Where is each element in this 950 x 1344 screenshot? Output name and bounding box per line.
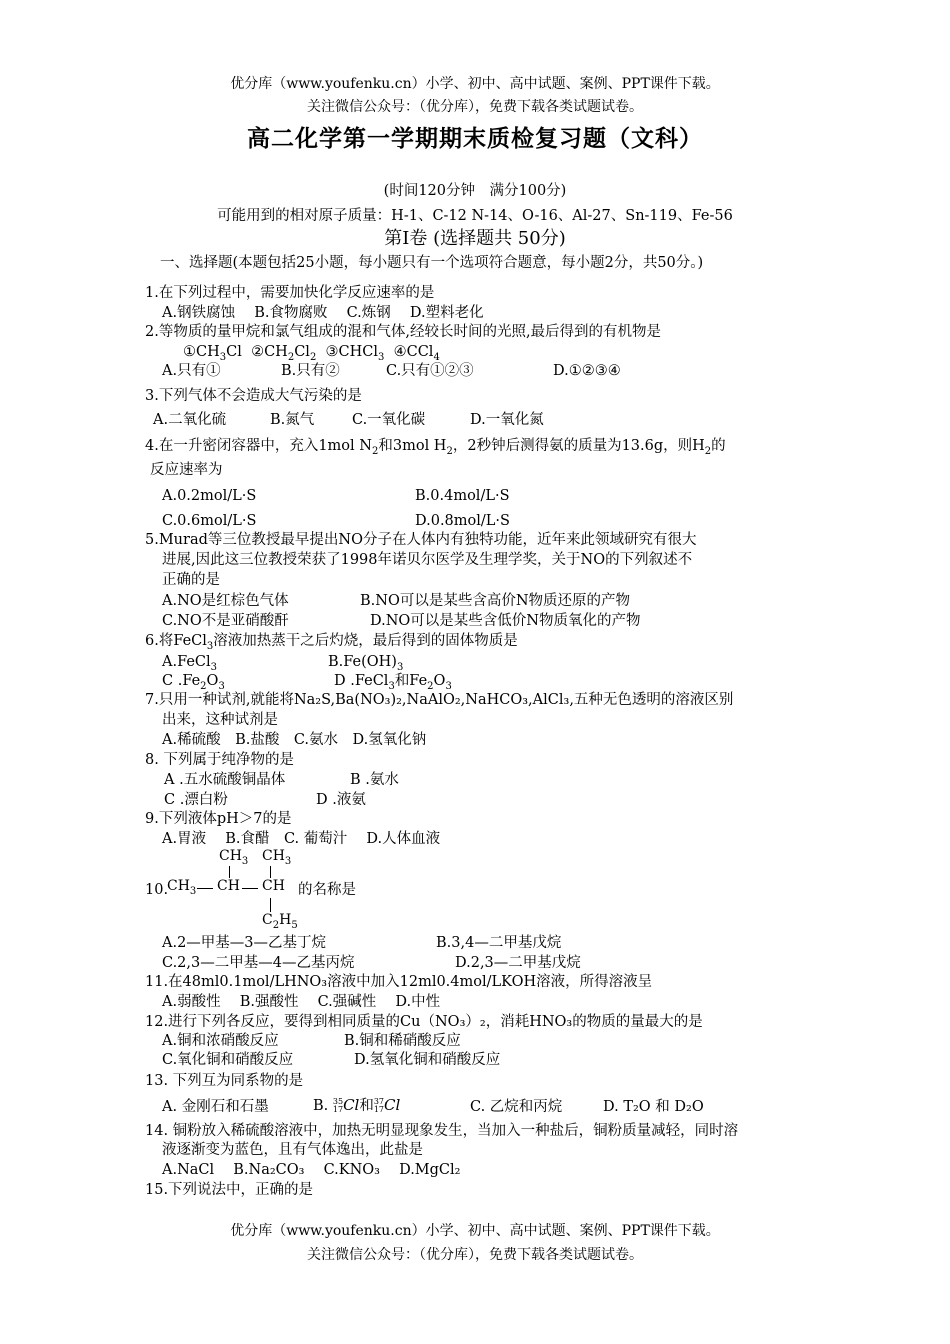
bond-horizontal [197,888,213,889]
q3-option-c: C.一氧化碳 [352,412,426,428]
q10-stem-tail: 的名称是 [298,882,356,898]
q6-stem: 6.将FeCl$_3$溶液加热蒸干之后灼烧，最后得到的固体物质是 [145,633,518,652]
ch-group: CH [262,878,285,894]
q6-option-b: $B.Fe(OH)_3$ [328,654,404,673]
q2-stem: 2.等物质的量甲烷和氯气组成的混和气体,经较长时间的光照,最后得到的有机物是 [145,324,662,340]
q6-option-d: D .FeCl$_3$和$Fe_2O_3$ [334,673,452,692]
q7-stem-1: 7.只用一种试剂,就能将Na₂S,Ba(NO₃)₂,NaAlO₂,NaHCO₃,AlCl₃,五种无色透明的溶液区别 [145,692,734,708]
q3-option-d: D.一氧化氮 [470,412,544,428]
q12-option-b: B.铜和稀硝酸反应 [344,1033,461,1049]
q10-option-b: B.3,4—二甲基戊烷 [436,935,562,951]
q3-stem: 3.下列气体不会造成大气污染的是 [145,388,362,404]
q13-option-d: D. T₂O 和 D₂O [603,1099,704,1115]
q8-option-b: B .氨水 [350,772,399,788]
q4-stem: 4.在一升密闭容器中，充入1mol $N_2$和3mol $H_2$，2秒钟后测得氨的质量为13.6g，则$H_2$的 [145,438,726,457]
bond-vertical [229,866,230,878]
q2-option-b: B.只有② [281,363,340,379]
page-title: 高二化学第一学期期末质检复习题（文科） [247,125,703,152]
q12-option-a: A.铜和浓硝酸反应 [162,1033,279,1049]
q10-option-c: C.2,3—二甲基—4—乙基丙烷 [162,955,355,971]
q5-option-b: B.NO可以是某些含高价N物质还原的产物 [360,593,631,609]
q1-stem: 1.在下列过程中，需要加快化学反应速率的是 [145,285,435,301]
footer-line-1: 优分库（www.youfenku.cn）小学、初中、高中试题、案例、PPT课件下载。 [230,1223,720,1239]
q13-stem: 13. 下列互为同系物的是 [145,1073,304,1089]
q13-option-c: C. 乙烷和丙烷 [470,1099,563,1115]
q7-options: A.稀硫酸 B.盐酸 C.氨水 D.氢氧化钠 [162,732,427,748]
c2h5-group: $C_2H_5$ [262,912,298,931]
q15-stem: 15.下列说法中，正确的是 [145,1182,314,1198]
q4-option-d: D.0.8mol/L·S [415,513,510,529]
ch3-top-right: $CH_3$ [262,848,292,867]
q12-option-d: D.氢氧化铜和硝酸反应 [354,1052,501,1068]
q12-option-c: C.氧化铜和硝酸反应 [162,1052,294,1068]
header-line-1: 优分库（www.youfenku.cn）小学、初中、高中试题、案例、PPT课件下载。 [230,76,720,92]
q2-option-d: D.①②③④ [553,363,621,379]
footer-line-2: 关注微信公众号：（优分库），免费下载各类试题试卷。 [307,1247,643,1263]
ch3-top-left: $CH_3$ [219,848,249,867]
q4-stem-cont: 反应速率为 [150,462,223,478]
q6-option-c: C $.Fe_2O_3$ [162,673,225,692]
header-line-2: 关注微信公众号：（优分库），免费下载各类试题试卷。 [307,99,643,115]
q2-option-c: C.只有①②③ [386,363,474,379]
q8-option-c: C .漂白粉 [164,792,228,808]
q4-option-c: C.0.6mol/L·S [162,513,257,529]
q6-option-a: A.FeCl$_3$ [162,654,218,673]
q9-options: A.胃液 B.食醋 C. 葡萄汁 D.人体血液 [162,831,441,847]
q13-option-b: B. 35 17Cl和37 17Cl [313,1096,401,1114]
ch3-main: $CH_3$ [167,878,197,897]
q10-option-d: D.2,3—二甲基戊烷 [455,955,581,971]
ch-group: CH [217,878,240,894]
q4-option-a: A.0.2mol/L·S [162,488,257,504]
q5-stem-1: 5.Murad等三位教授最早提出NO分子在人体内有独特功能，近年来此领域研究有很大 [145,532,697,548]
q2-option-a: A.只有① [162,363,221,379]
part-title: 第I卷 (选择题共 50分) [384,228,566,249]
q13-option-a: A. 金刚石和石墨 [162,1099,269,1115]
q14-options: A.NaCl B.Na₂CO₃ C.KNO₃ D.MgCl₂ [162,1162,461,1178]
q5-option-d: D.NO可以是某些含低价N物质氧化的产物 [370,613,641,629]
q5-option-a: A.NO是红棕色气体 [162,593,289,609]
q11-options: A.弱酸性 B.强酸性 C.强碱性 D.中性 [162,994,441,1010]
q14-stem-2: 液逐渐变为蓝色，且有气体逸出，此盐是 [162,1142,423,1158]
q5-stem-3: 正确的是 [162,572,220,588]
section-intro: 一、选择题(本题包括25小题，每小题只有一个选项符合题意，每小题2分，共50分。) [160,255,704,271]
q8-stem: 8. 下列属于纯净物的是 [145,752,294,768]
q5-stem-2: 进展,因此这三位教授荣获了1998年诺贝尔医学及生理学奖，关于NO的下列叙述不 [162,552,693,568]
q8-option-d: D .液氨 [316,792,366,808]
q3-option-b: B.氮气 [270,412,315,428]
q7-stem-2: 出来，这种试剂是 [162,712,278,728]
q5-option-c: C.NO不是亚硝酸酐 [162,613,289,629]
q9-stem: 9.下列液体pH＞7的是 [145,811,292,827]
q4-option-b: B.0.4mol/L·S [415,488,510,504]
bond-vertical [270,898,271,912]
q10-option-a: A.2—甲基—3—乙基丁烷 [162,935,327,951]
q2-items: $①CH_3Cl$ $②CH_2Cl_2$ ③CHCl$_3$ ④CCl$_4$ [183,344,440,363]
q1-options: A.钢铁腐蚀 B.食物腐败 C.炼钢 D.塑料老化 [162,305,484,321]
time-info: (时间120分钟 满分100分) [383,183,567,199]
q10-structural-formula [167,846,302,932]
q3-option-a: A.二氧化硫 [153,412,227,428]
q8-option-a: A .五水硫酸铜晶体 [164,772,286,788]
q11-stem: 11.在48ml0.1mol/LHNO₃溶液中加入12ml0.4mol/LKOH溶液，所得溶液呈 [145,974,653,990]
bond-horizontal [242,888,258,889]
atomic-mass-info: 可能用到的相对原子质量：H-1、C-12 N-14、O-16、Al-27、Sn-119、Fe-56 [217,208,733,224]
bond-vertical [270,866,271,878]
q14-stem-1: 14. 铜粉放入稀硫酸溶液中，加热无明显现象发生，当加入一种盐后，铜粉质量减轻，同时溶 [145,1123,739,1139]
q10-number: 10. [145,882,169,898]
q12-stem: 12.进行下列各反应，要得到相同质量的Cu（NO₃）₂，消耗HNO₃的物质的量最大的是 [145,1014,703,1030]
